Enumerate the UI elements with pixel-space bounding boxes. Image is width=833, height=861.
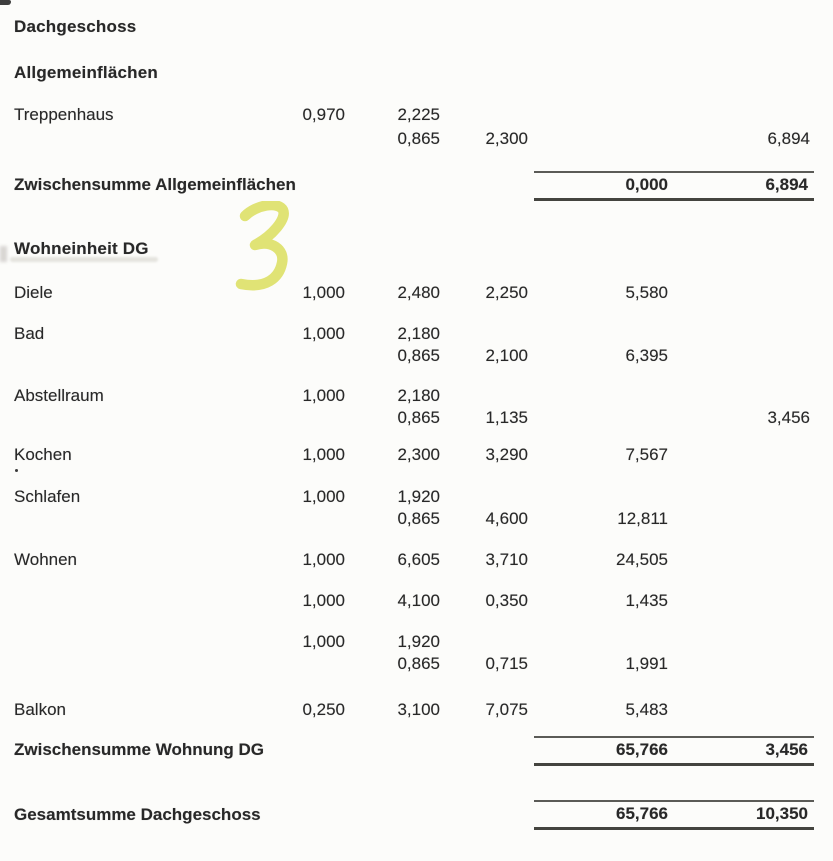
table-row-abstellraum-line2 xyxy=(14,409,810,427)
table-row-wohnen-line4 xyxy=(14,655,810,673)
cell-dim-b: 1,135 xyxy=(485,408,528,427)
cell-dim-a: 2,300 xyxy=(397,445,440,464)
cell-dim-a: 0,865 xyxy=(397,654,440,673)
stray-period-mark xyxy=(15,469,18,472)
cell-dim-a: 2,180 xyxy=(397,324,440,343)
scan-underline-smudge xyxy=(10,257,158,262)
cell-area-other xyxy=(668,701,810,719)
cell-dim-a: 6,605 xyxy=(397,550,440,569)
cell-dim-b: 7,075 xyxy=(485,700,528,719)
grand-total-values xyxy=(534,800,814,830)
cell-dim-b: 2,100 xyxy=(485,346,528,365)
row-label: Treppenhaus xyxy=(14,105,114,124)
cell-dim-b xyxy=(440,488,528,506)
table-row-wohnen-line1 xyxy=(14,551,810,569)
cell-dim-a: 0,865 xyxy=(397,408,440,427)
cell-area-other xyxy=(668,284,810,302)
cell-area-other xyxy=(668,347,810,365)
scan-corner-artifact xyxy=(0,0,11,5)
row-label xyxy=(14,592,285,610)
row-label: Schlafen xyxy=(14,487,81,506)
cell-dim-a: 3,100 xyxy=(397,700,440,719)
section-heading-wohneinheit-dg: Wohneinheit DG xyxy=(14,239,149,258)
section-heading-allgemeinflaechen: Allgemeinflächen xyxy=(14,63,158,82)
cell-area-main: 1,435 xyxy=(625,591,668,610)
cell-area-main: 7,567 xyxy=(625,445,668,464)
cell-area-main xyxy=(528,106,668,124)
row-label xyxy=(14,655,285,673)
cell-dim-a: 0,865 xyxy=(397,346,440,365)
cell-dim-b xyxy=(440,633,528,651)
cell-dim-b: 2,250 xyxy=(485,283,528,302)
table-row-abstellraum-line1 xyxy=(14,387,810,405)
cell-factor xyxy=(285,655,345,673)
cell-dim-b xyxy=(440,387,528,405)
cell-factor: 1,000 xyxy=(302,487,345,506)
cell-area-other xyxy=(668,592,810,610)
cell-factor: 1,000 xyxy=(302,591,345,610)
cell-factor xyxy=(285,347,345,365)
row-label: Abstellraum xyxy=(14,386,104,405)
page-title: Dachgeschoss xyxy=(14,17,137,36)
total-area-other: 10,350 xyxy=(756,804,808,823)
handwritten-annotation-3 xyxy=(230,201,294,293)
subtotal-area-main: 0,000 xyxy=(625,175,668,194)
subtotal-area-other: 6,894 xyxy=(765,175,808,194)
cell-factor: 1,000 xyxy=(302,632,345,651)
cell-area-other xyxy=(668,488,810,506)
cell-area-main xyxy=(528,488,668,506)
cell-dim-a: 2,225 xyxy=(397,105,440,124)
cell-area-main: 12,811 xyxy=(617,509,668,528)
subtotal-values-wohnung-dg xyxy=(534,736,814,766)
subtotal-area-other: 3,456 xyxy=(765,740,808,759)
row-label xyxy=(14,510,285,528)
total-area-main: 65,766 xyxy=(616,804,668,823)
cell-dim-a: 0,865 xyxy=(397,129,440,148)
cell-area-main: 24,505 xyxy=(616,550,668,569)
scan-edge-smudge xyxy=(0,246,7,262)
cell-area-main xyxy=(528,633,668,651)
cell-area-other xyxy=(668,633,810,651)
row-label: Kochen xyxy=(14,445,72,464)
cell-factor: 0,250 xyxy=(302,700,345,719)
subtotal-values-allgemeinflaechen xyxy=(534,171,814,201)
cell-factor xyxy=(285,130,345,148)
cell-area-main: 6,395 xyxy=(625,346,668,365)
cell-dim-a: 2,480 xyxy=(397,283,440,302)
cell-dim-b: 3,710 xyxy=(485,550,528,569)
table-row-diele xyxy=(14,284,810,302)
cell-dim-a: 0,865 xyxy=(397,509,440,528)
cell-area-other xyxy=(668,510,810,528)
cell-factor: 1,000 xyxy=(302,550,345,569)
cell-dim-b: 3,290 xyxy=(485,445,528,464)
table-row-wohnen-line2 xyxy=(14,592,810,610)
cell-area-main xyxy=(528,387,668,405)
table-row-schlafen-line1 xyxy=(14,488,810,506)
cell-area-other xyxy=(668,446,810,464)
cell-area-other: 3,456 xyxy=(767,408,810,427)
cell-area-main: 1,991 xyxy=(625,654,668,673)
cell-dim-b xyxy=(440,106,528,124)
cell-factor: 1,000 xyxy=(302,283,345,302)
table-row-balkon xyxy=(14,701,810,719)
cell-factor: 1,000 xyxy=(302,386,345,405)
cell-area-other xyxy=(668,387,810,405)
row-label xyxy=(14,409,285,427)
table-row-schlafen-line2 xyxy=(14,510,810,528)
subtotal-area-main: 65,766 xyxy=(616,740,668,759)
cell-area-other xyxy=(668,551,810,569)
cell-dim-b: 2,300 xyxy=(485,129,528,148)
cell-dim-a: 1,920 xyxy=(397,632,440,651)
table-row-bad-line1 xyxy=(14,325,810,343)
cell-dim-b: 4,600 xyxy=(485,509,528,528)
table-row-treppenhaus-line2 xyxy=(14,130,810,148)
cell-area-other xyxy=(668,325,810,343)
table-row-wohnen-line3 xyxy=(14,633,810,651)
cell-factor: 1,000 xyxy=(302,324,345,343)
cell-area-other xyxy=(668,106,810,124)
cell-dim-a: 2,180 xyxy=(397,386,440,405)
table-row-kochen xyxy=(14,446,810,464)
cell-dim-b: 0,350 xyxy=(485,591,528,610)
grand-total-label: Gesamtsumme Dachgeschoss xyxy=(14,805,261,824)
cell-area-main xyxy=(528,130,668,148)
cell-dim-a: 1,920 xyxy=(397,487,440,506)
cell-dim-a: 4,100 xyxy=(397,591,440,610)
cell-factor: 1,000 xyxy=(302,445,345,464)
row-label: Balkon xyxy=(14,700,66,719)
table-row-treppenhaus-line1 xyxy=(14,106,810,124)
row-label xyxy=(14,633,285,651)
cell-dim-b: 0,715 xyxy=(485,654,528,673)
cell-area-main xyxy=(528,325,668,343)
cell-area-main: 5,483 xyxy=(625,700,668,719)
row-label: Wohnen xyxy=(14,550,78,569)
cell-factor xyxy=(285,510,345,528)
cell-area-other xyxy=(668,655,810,673)
cell-dim-b xyxy=(440,325,528,343)
row-label xyxy=(14,347,285,365)
subtotal-label-wohnung-dg: Zwischensumme Wohnung DG xyxy=(14,740,264,759)
cell-area-main xyxy=(528,409,668,427)
cell-area-other: 6,894 xyxy=(767,129,810,148)
subtotal-label-allgemeinflaechen: Zwischensumme Allgemeinflächen xyxy=(14,175,296,194)
row-label: Bad xyxy=(14,324,45,343)
cell-factor: 0,970 xyxy=(302,105,345,124)
cell-factor xyxy=(285,409,345,427)
row-label xyxy=(14,130,285,148)
cell-area-main: 5,580 xyxy=(625,283,668,302)
row-label: Diele xyxy=(14,283,53,302)
table-row-bad-line2 xyxy=(14,347,810,365)
